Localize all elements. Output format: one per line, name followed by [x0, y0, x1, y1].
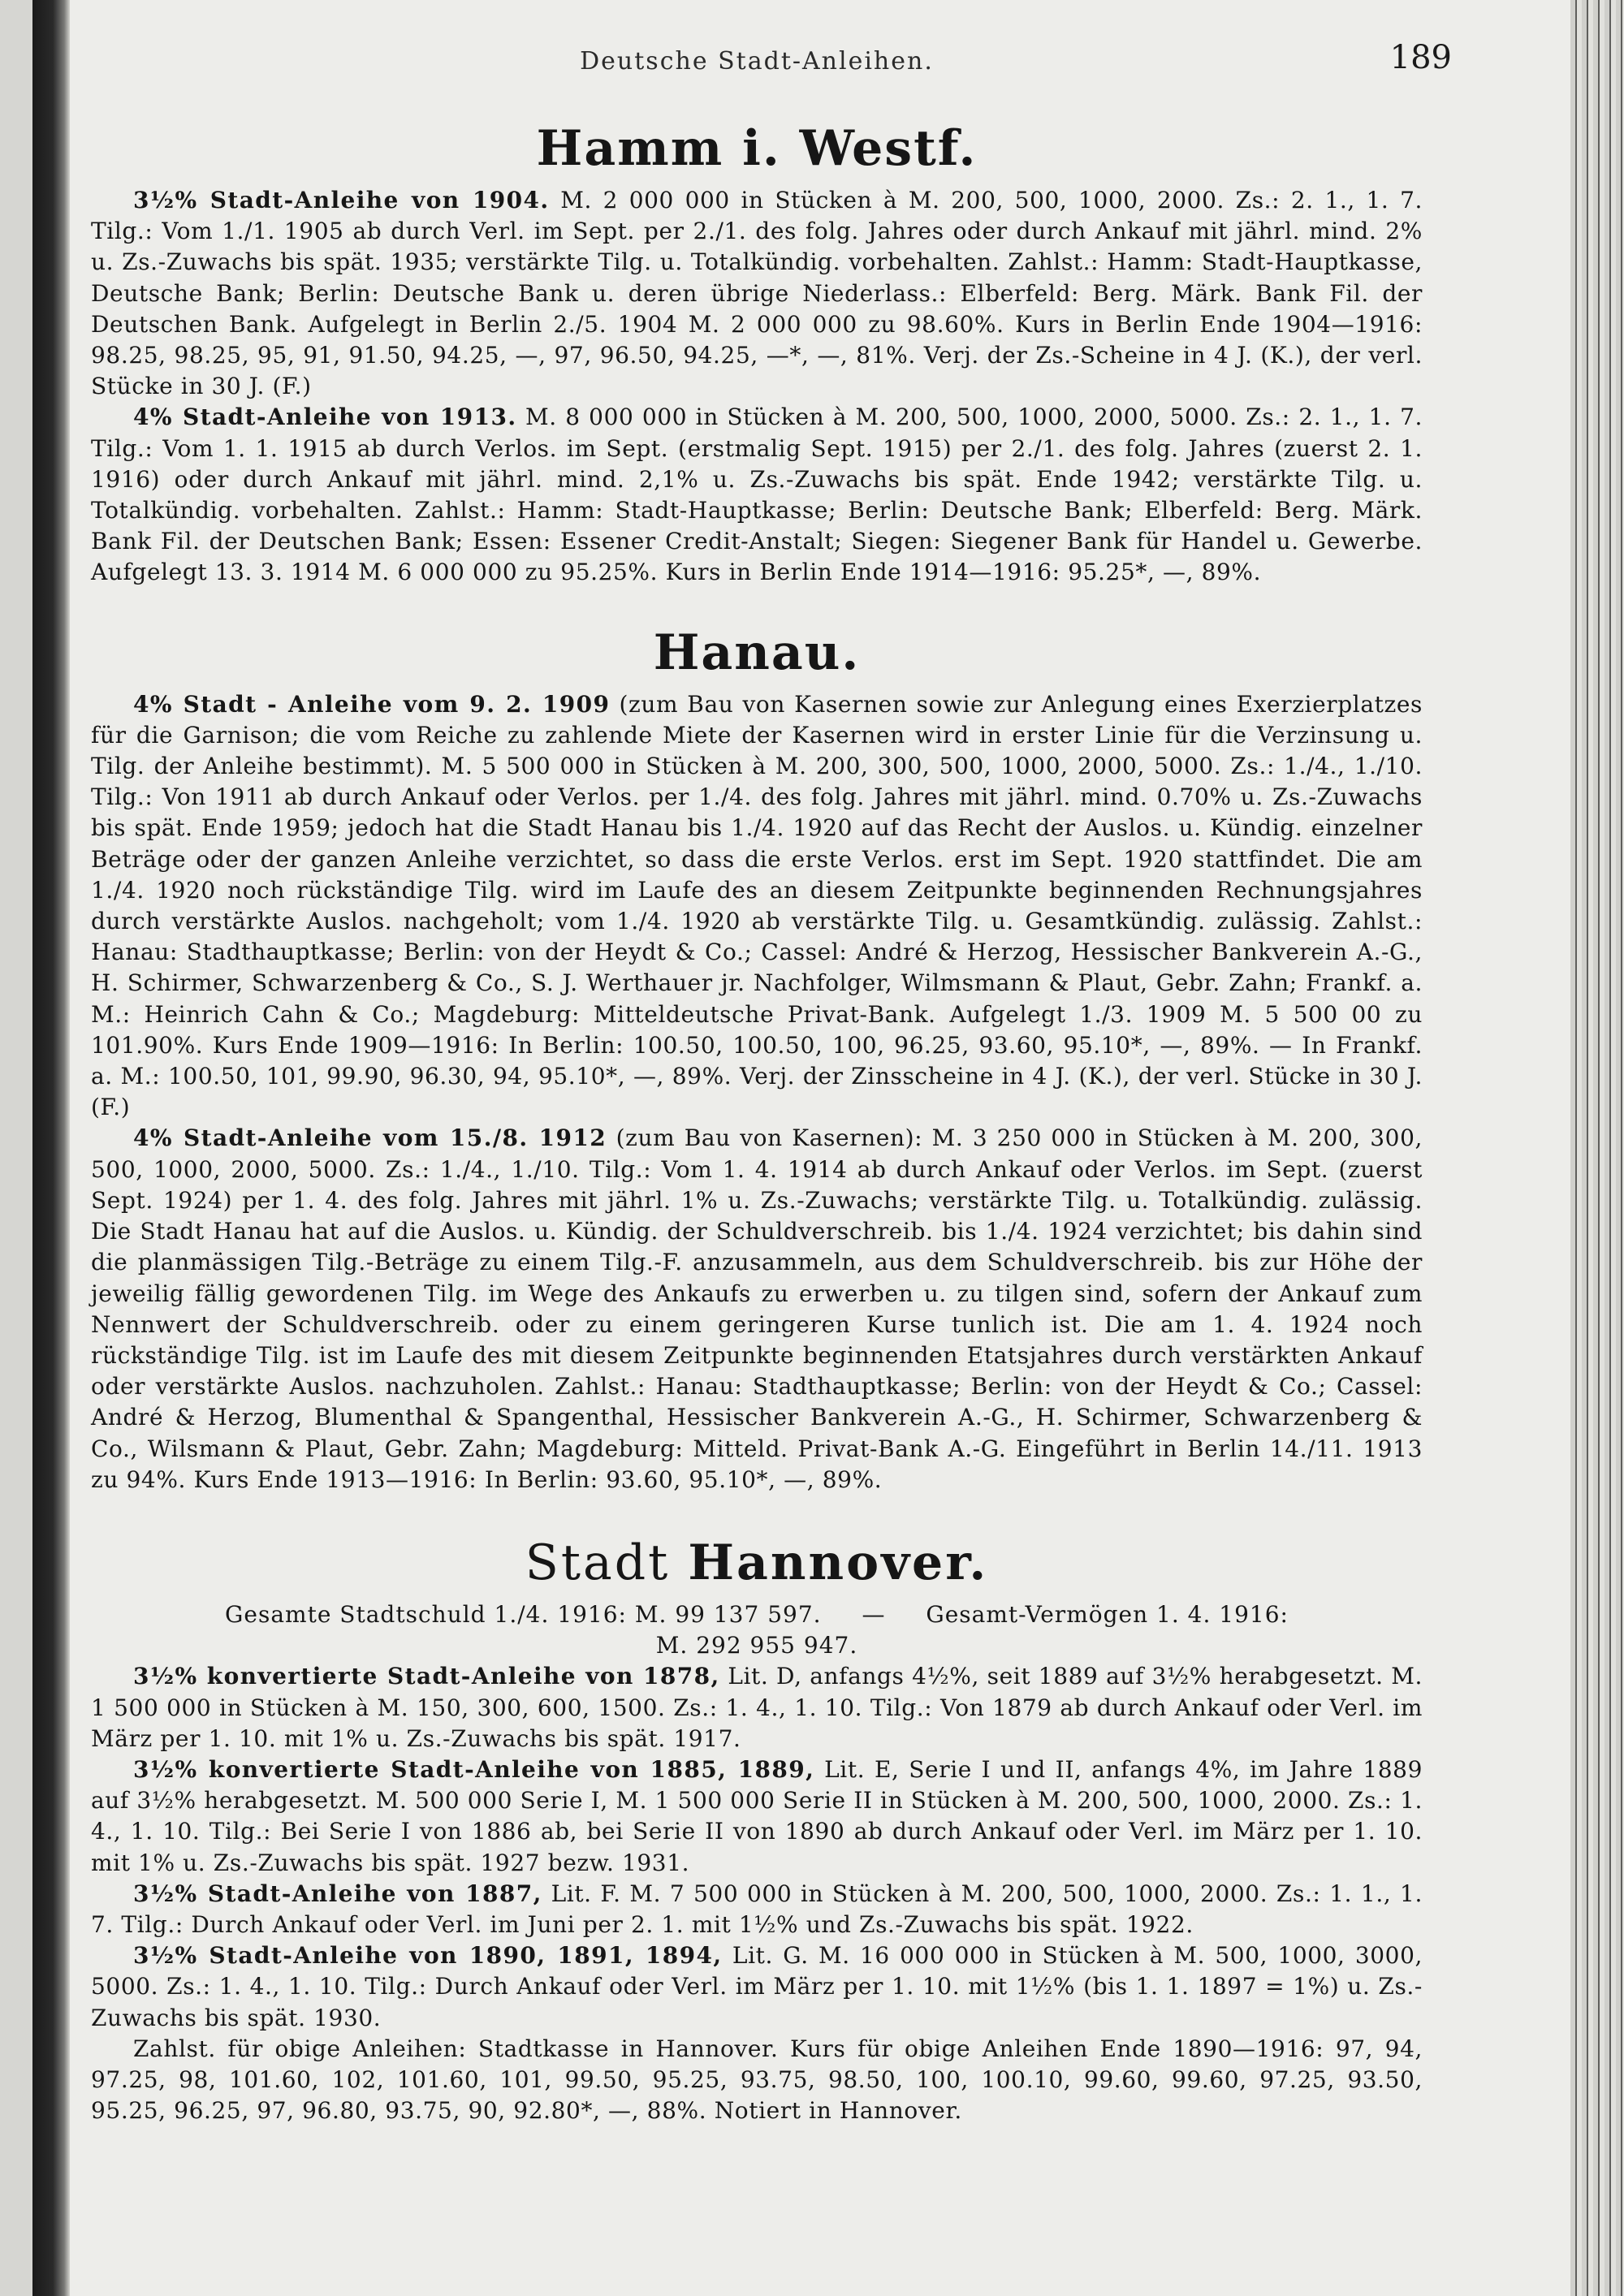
page-edge-stack	[1570, 0, 1624, 2296]
bond-entry	[91, 1879, 1423, 1940]
section-heading-hannover	[91, 1534, 1423, 1591]
bond-entry	[91, 1940, 1423, 2034]
page-header	[91, 36, 1452, 84]
paying-agents-entry	[91, 2034, 1423, 2127]
page-number: 189	[1389, 39, 1452, 76]
bond-entry	[91, 1754, 1423, 1879]
bond-entry	[91, 689, 1423, 1124]
bond-text: (zum Bau von Kasernen sowie zur Anlegung eines Exerzierplatzes für die Garnison; die vom Reiche zu zahlende Miete der Kasernen wird in erster Linie für die Verzinsung u. Tilg. der Anleihe bestimmt). M. 5 500 000 in Stücken à M. 200, 300, 500, 1000, 2000, 5000. Zs.: 1./4., 1./10. Tilg.: Von 1911 ab durch Ankauf oder Verlos. per 1./4. des folg. Jahres mit jährl. mind. 0.70% u. Zs.-Zuwachs bis spät. Ende 1959; jedoch hat die Stadt Hanau bis 1./4. 1920 auf das Recht der Auslos. u. Kündig. einzelner Beträge oder der ganzen Anleihe verzichtet, so dass die erste Verlos. erst im Sept. 1920 stattfindet. Die am 1./4. 1920 noch rückständige Tilg. wird im Laufe des an diesem Zeitpunkte beginnenden Rechnungsjahres durch verstärkte Auslos. nachgeholt; vom 1./4. 1920 ab verstärkte Tilg. u. Gesamtkündig. zulässig. Zahlst.: Hanau: Stadthauptkasse; Berlin: von der Heydt & Co.; Cassel: André & Herzog, Hessischer Bankverein A.-G., H. Schirmer, Schwarzenberg & Co., S. J. Werthauer jr. Nachfolger, Wilmsmann & Plaut, Gebr. Zahn; Frankf. a. M.: Heinrich Cahn & Co.; Magdeburg: Mitteldeutsche Privat-Bank. Aufgelegt 1./3. 1909 M. 5 500 00 zu 101.90%. Kurs Ende 1909—1916: In Berlin: 100.50, 100.50, 100, 96.25, 93.60, 95.10*, —, 89%. — In Frankf. a. M.: 100.50, 101, 99.90, 96.30, 94, 95.10*, —, 89%. Verj. der Zinsscheine in 4 J. (K.), der verl. Stücke in 30 J. (F.)	[91, 690, 1423, 1121]
bond-title: 4% Stadt-Anleihe von 1913.	[133, 404, 517, 431]
heading-city: Hannover.	[688, 1534, 989, 1591]
bond-text: Lit. D, anfangs 4½%, seit 1889 auf 3½% herabgesetzt. M. 1 500 000 in Stücken à M. 150, 300, 600, 1500. Zs.: 1. 4., 1. 10. Tilg.: Von 1879 ab durch Ankauf oder Verl. im März per 1. 10. mit 1% u. Zs.-Zuwachs bis spät. 1917.	[91, 1663, 1423, 1752]
heading-prefix: Stadt	[525, 1534, 671, 1591]
bond-title: 4% Stadt-Anleihe vom 15./8. 1912	[133, 1124, 607, 1152]
section-heading-hanau: Hanau.	[653, 624, 861, 681]
bond-text: Zahlst. für obige Anleihen: Stadtkasse in Hannover. Kurs für obige Anleihen Ende 1890—1916: 97, 94, 97.25, 98, 101.60, 102, 101.60, 101, 99.50, 95.25, 93.75, 98.50, 100, 100.10, 99.60, 99.60, 97.25, 93.50, 95.25, 96.25, 97, 96.80, 93.75, 90, 92.80*, —, 88%. Notiert in Hannover.	[91, 2035, 1423, 2125]
bond-text: (zum Bau von Kasernen): M. 3 250 000 in Stücken à M. 200, 300, 500, 1000, 2000, 5000. Zs.: 1./4., 1./10. Tilg.: Vom 1. 4. 1914 ab durch Ankauf oder Verlos. im Sept. (zuerst Sept. 1924) per 1. 4. des folg. Jahres mit jährl. 1% u. Zs.-Zuwachs; verstärkte Tilg. u. Totalkündig. zulässig. Die Stadt Hanau hat auf die Auslos. u. Kündig. der Schuldverschreib. bis 1./4. 1924 verzichtet; bis dahin sind die planmässigen Tilg.-Beträge zu einem Tilg.-F. anzusammeln, aus dem Schuldverschreib. bis zur Höhe der jeweilig fällig gewordenen Tilg. im Wege des Ankaufs zu erwerben u. zu tilgen sind, sofern der Ankauf zum Nennwert der Schuldverschreib. oder zu einem geringeren Kurse tunlich ist. Die am 1. 4. 1924 noch rückständige Tilg. ist im Laufe des mit diesem Zeitpunkte beginnenden Etatsjahres durch verstärkten Ankauf oder verstärkte Auslos. nachzuholen. Zahlst.: Hanau: Stadthauptkasse; Berlin: von der Heydt & Co.; Cassel: André & Herzog, Blumenthal & Spangenthal, Hessischer Bankverein A.-G., H. Schirmer, Schwarzenberg & Co., Wilsmann & Plaut, Gebr. Zahn; Magdeburg: Mitteld. Privat-Bank A.-G. Eingeführt in Berlin 14./11. 1913 zu 94%. Kurs Ende 1913—1916: In Berlin: 93.60, 95.10*, —, 89%.	[91, 1124, 1423, 1493]
facing-page-margin	[0, 0, 37, 2296]
bond-entry	[91, 1661, 1423, 1754]
bond-title: 3½% konvertierte Stadt-Anleihe von 1878,	[133, 1663, 720, 1690]
bond-title: 3½% Stadt-Anleihe von 1890, 1891, 1894,	[133, 1942, 723, 1970]
bond-entry	[91, 185, 1423, 402]
total-debt: Gesamte Stadtschuld 1./4. 1916: M. 99 137 597.	[225, 1600, 822, 1628]
bond-title: 3½% Stadt-Anleihe von 1904.	[133, 187, 550, 214]
bond-text: Lit. E, Serie I und II, anfangs 4%, im Jahre 1889 auf 3½% herabgesetzt. M. 500 000 Serie I, M. 1 500 000 Serie II in Stücken à M. 200, 500, 1000, 2000. Zs.: 1. 4., 1. 10. Tilg.: Bei Serie I von 1886 ab, bei Serie II von 1890 ab durch Ankauf oder Verl. im März per 1. 10. mit 1% u. Zs.-Zuwachs bis spät. 1927 bezw. 1931.	[91, 1755, 1423, 1876]
debt-summary	[91, 1599, 1423, 1661]
bond-text: M. 2 000 000 in Stücken à M. 200, 500, 1000, 2000. Zs.: 2. 1., 1. 7. Tilg.: Vom 1./1. 1905 ab durch Verl. im Sept. per 2./1. des folg. Jahres oder durch Ankauf mit jährl. mind. 2% u. Zs.-Zuwachs bis spät. 1935; verstärkte Tilg. u. Totalkündig. vorbehalten. Zahlst.: Hamm: Stadt-Hauptkasse, Deutsche Bank; Berlin: Deutsche Bank u. deren übrige Niederlass.: Elberfeld: Berg. Märk. Bank Fil. der Deutschen Bank. Aufgelegt in Berlin 2./5. 1904 M. 2 000 000 zu 98.60%. Kurs in Berlin Ende 1904—1916: 98.25, 98.25, 95, 91, 91.50, 94.25, —, 97, 96.50, 94.25, —*, —, 81%. Verj. der Zs.-Scheine in 4 J. (K.), der verl. Stücke in 30 J. (F.)	[91, 187, 1423, 400]
bond-text: M. 8 000 000 in Stücken à M. 200, 500, 1000, 2000, 5000. Zs.: 2. 1., 1. 7. Tilg.: Vom 1. 1. 1915 ab durch Verlos. im Sept. (erstmalig Sept. 1915) per 2./1. des folg. Jahres (zuerst 2. 1. 1916) oder durch Ankauf mit jährl. mind. 2,1% u. Zs.-Zuwachs bis spät. Ende 1942; verstärkte Tilg. u. Totalkündig. vorbehalten. Zahlst.: Hamm: Stadt-Hauptkasse; Berlin: Deutsche Bank; Elberfeld: Berg. Märk. Bank Fil. der Deutschen Bank; Essen: Essener Credit-Anstalt; Siegen: Siegener Bank für Handel u. Gewerbe. Aufgelegt 13. 3. 1914 M. 6 000 000 zu 95.25%. Kurs in Berlin Ende 1914—1916: 95.25*, —, 89%.	[91, 404, 1423, 586]
running-title: Deutsche Stadt-Anleihen.	[580, 47, 934, 76]
total-assets-value: M. 292 955 947.	[655, 1632, 858, 1659]
bond-title: 4% Stadt - Anleihe vom 9. 2. 1909	[133, 690, 611, 718]
page-content	[91, 36, 1452, 2126]
bond-title: 3½% konvertierte Stadt-Anleihe von 1885, 1889,	[133, 1755, 815, 1783]
bond-text: Lit. G. M. 16 000 000 in Stücken à M. 500, 1000, 3000, 5000. Zs.: 1. 4., 1. 10. Tilg.: Durch Ankauf oder Verl. im März per 1. 10. mit 1½% (bis 1. 1. 1897 = 1%) u. Zs.-Zuwachs bis spät. 1930.	[91, 1942, 1423, 2031]
section-heading-hamm: Hamm i. Westf.	[536, 120, 978, 177]
summary-separator: —	[862, 1600, 886, 1628]
bond-entry	[91, 402, 1423, 588]
bond-text: Lit. F. M. 7 500 000 in Stücken à M. 200, 500, 1000, 2000. Zs.: 1. 1., 1. 7. Tilg.: Durch Ankauf oder Verl. im Juni per 2. 1. mit 1½% und Zs.-Zuwachs bis spät. 1922.	[91, 1880, 1423, 1938]
bond-entry	[91, 1123, 1423, 1495]
book-spine-shadow	[32, 0, 70, 2296]
total-assets-label: Gesamt-Vermögen 1. 4. 1916:	[926, 1600, 1289, 1628]
bond-title: 3½% Stadt-Anleihe von 1887,	[133, 1880, 542, 1907]
